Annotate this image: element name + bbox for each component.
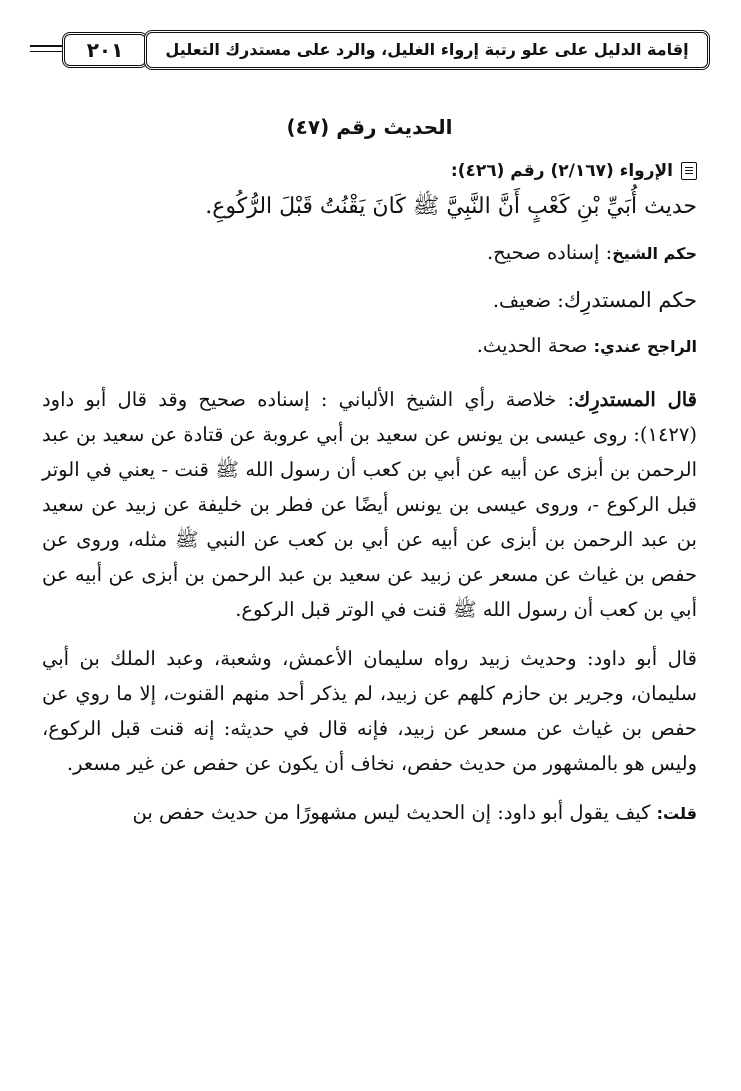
- paragraph-mustadrik-label: قال المستدرِك: [574, 388, 697, 411]
- sheikh-verdict-label: حكم الشيخ: [612, 244, 697, 263]
- paragraph-abu-dawud: قال أبو داود: وحديث زبيد رواه سليمان الأعمش، وشعبة، وعبد الملك بن أبي سليمان، وجرير بن حازم كلهم عن زبيد، لم يذكر أحد منهم القنوت، إلا ما روي عن حفص بن غياث عن مسعر عن زبيد، فإنه قال في حديثه: إنه قنت قبل الركوع، وليس هو بالمشهور من حديث حفص، نخاف أن يكون عن حفص عن غير مسعر.: [42, 647, 697, 775]
- sheikh-verdict: [42, 235, 697, 273]
- paragraph-qultu-label: قلت:: [656, 804, 697, 823]
- mustadrik-verdict-label: حكم المستدرِك: [563, 288, 697, 312]
- paragraph-mustadrik: [42, 382, 697, 627]
- mustadrik-verdict-value: : ضعيف.: [492, 289, 564, 312]
- sheikh-verdict-value: : إسناده صحيح.: [486, 241, 613, 264]
- rajih-label: الراجح عندي:: [593, 337, 697, 356]
- hadith-text: حديث أُبَيِّ بْنِ كَعْبٍ أَنَّ النَّبِيَّ ﷺ كَانَ يَقْنُتُ قَبْلَ الرُّكُوعِ.: [205, 194, 697, 219]
- book-icon: [681, 162, 697, 180]
- paragraph-mustadrik-text: : خلاصة رأي الشيخ الألباني : إسناده صحيح وقد قال أبو داود (١٤٢٧): روى عيسى بن يونس عن سعيد بن أبي عروبة عن قتادة عن سعيد بن عبد الرحمن بن أبزى عن أبيه عن أبي بن كعب أن رسول الله ﷺ قنت - يعني في الوتر قبل الركوع -، وروى عيسى بن يونس أيضًا عن فطر بن خليفة عن زبيد عن سعيد بن عبد الرحمن بن أبزى عن أبيه عن أبي بن كعب عن النبي ﷺ مثله، وروى عن حفص بن غياث عن مسعر عن زبيد عن سعيد بن عبد الرحمن بن أبزى عن أبيه عن أبي بن كعب أن رسول الله ﷺ قنت في الوتر قبل الركوع.: [42, 388, 697, 621]
- running-title: إقامة الدليل على علو رتبة إرواء الغليل، والرد على مستدرك التعليل: [144, 30, 710, 70]
- paragraph-qultu-text: كيف يقول أبو داود: إن الحديث ليس مشهورًا من حديث حفص بن: [132, 801, 657, 824]
- page-number: ٢٠١: [62, 32, 148, 68]
- mustadrik-verdict: [42, 283, 697, 318]
- irwaa-label: الإرواء (٢/١٦٧) رقم (٤٢٦):: [450, 161, 673, 181]
- irwaa-reference: [42, 155, 697, 187]
- rajih-value: صحة الحديث.: [476, 334, 594, 357]
- page-header: [30, 30, 710, 70]
- page-content: [42, 110, 697, 845]
- rajih-verdict: [42, 328, 697, 364]
- hadith-title: الحديث رقم (٤٧): [286, 115, 453, 139]
- paragraph-qultu: [42, 795, 697, 831]
